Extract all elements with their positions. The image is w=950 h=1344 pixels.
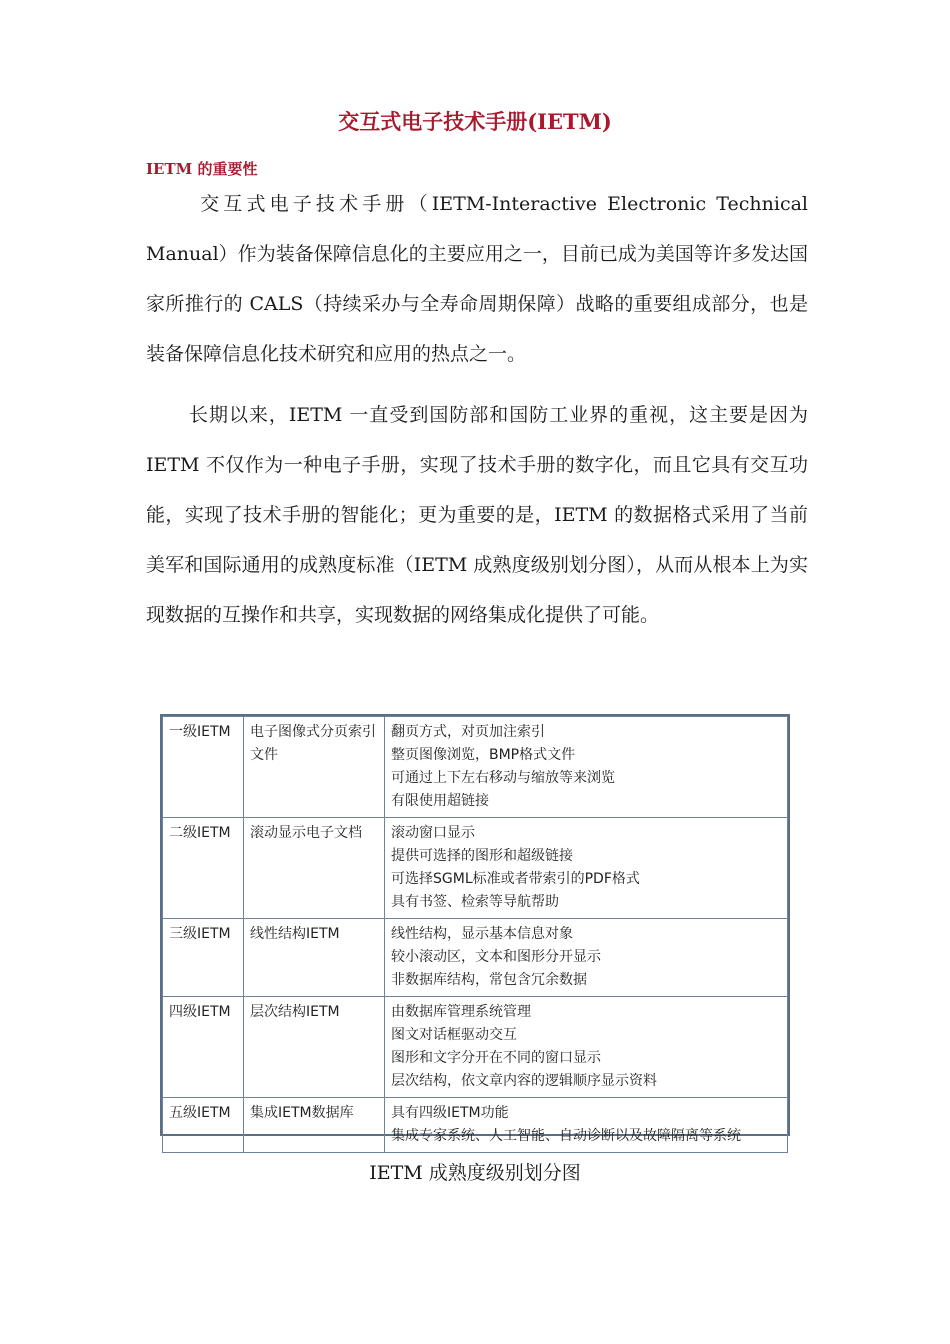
table-row (163, 997, 788, 1098)
table-row (163, 919, 788, 997)
paragraph-2 (146, 390, 808, 640)
type-cell: 集成IETM数据库 (244, 1098, 385, 1153)
level-cell: 一级IETM (163, 717, 244, 818)
feature-line: 有限使用超链接 (391, 793, 489, 809)
feature-line: 可选择SGML标准或者带索引的PDF格式 (391, 871, 640, 887)
table-row (163, 717, 788, 818)
feature-line: 层次结构，依文章内容的逻辑顺序显示资料 (391, 1073, 657, 1089)
table-row (163, 818, 788, 919)
feature-line: 提供可选择的图形和超级链接 (391, 848, 573, 864)
level-cell: 三级IETM (163, 919, 244, 997)
type-cell: 层次结构IETM (244, 997, 385, 1098)
table-row (163, 1098, 788, 1153)
feature-line: 非数据库结构，常包含冗余数据 (391, 972, 587, 988)
type-cell: 线性结构IETM (244, 919, 385, 997)
figure-caption: IETM 成熟度级别划分图 (369, 1162, 581, 1184)
feature-line: 由数据库管理系统管理 (391, 1004, 531, 1020)
feature-line: 较小滚动区，文本和图形分开显示 (391, 949, 601, 965)
document-title: 交互式电子技术手册(IETM) (338, 109, 612, 134)
level-cell: 五级IETM (163, 1098, 244, 1153)
feature-line: 翻页方式，对页加注索引 (391, 724, 545, 740)
feature-line: 具有书签、检索等导航帮助 (391, 894, 559, 910)
type-cell: 电子图像式分页索引文件 (244, 717, 385, 818)
feature-line: 具有四级IETM功能 (391, 1105, 509, 1121)
section-heading: IETM 的重要性 (146, 160, 258, 178)
level-cell: 四级IETM (163, 997, 244, 1098)
type-cell: 滚动显示电子文档 (244, 818, 385, 919)
ietm-table (162, 716, 788, 1153)
feature-line: 滚动窗口显示 (391, 825, 475, 841)
paragraph-2-text: 长期以来，IETM 一直受到国防部和国防工业界的重视，这主要是因为 IETM 不仅作为一种电子手册，实现了技术手册的数字化，而且它具有交互功能，实现了技术手册的智能化；更为重要的是，IETM 的数据格式采用了当前美军和国际通用的成熟度标准（IETM 成熟度级别划分图），从而从根本上为实现数据的互操作和共享，实现数据的网络集成化提供了可能。 (146, 404, 808, 626)
level-cell: 二级IETM (163, 818, 244, 919)
paragraph-1-text: 交互式电子技术手册（IETM-Interactive Electronic Technical Manual）作为装备保障信息化的主要应用之一，目前已成为美国等许多发达国家所推行的 CALS（持续采办与全寿命周期保障）战略的重要组成部分，也是装备保障信息化技术研究和应用的热点之一。 (146, 193, 808, 365)
feature-line: 图文对话框驱动交互 (391, 1027, 517, 1043)
ietm-level-table (160, 714, 790, 1144)
features-cell (385, 818, 788, 919)
features-cell (385, 919, 788, 997)
paragraph-1 (146, 179, 808, 379)
feature-line: 可通过上下左右移动与缩放等来浏览 (391, 770, 615, 786)
features-cell (385, 717, 788, 818)
feature-line: 集成专家系统、人工智能、自动诊断以及故障隔离等系统 (391, 1128, 741, 1144)
feature-line: 线性结构，显示基本信息对象 (391, 926, 573, 942)
feature-line: 图形和文字分开在不同的窗口显示 (391, 1050, 601, 1066)
features-cell (385, 997, 788, 1098)
features-cell (385, 1098, 788, 1153)
feature-line: 整页图像浏览，BMP格式文件 (391, 747, 576, 763)
